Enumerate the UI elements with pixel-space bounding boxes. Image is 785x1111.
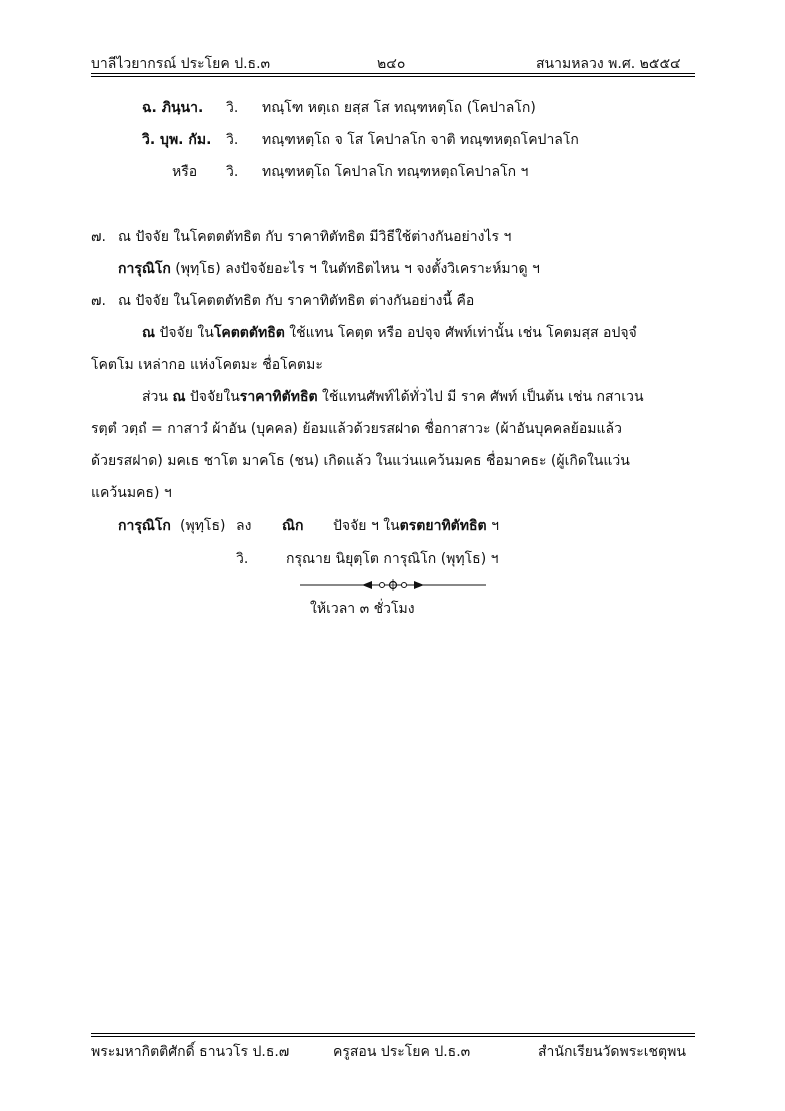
answer-paragraph1-line2: โคตโม เหล่ากอ แห่งโคตมะ ชื่อโคตมะ: [91, 357, 323, 373]
answer-p2-na: ณ: [172, 389, 186, 405]
answer-paragraph2-line1: [142, 386, 644, 408]
answer-paragraph1-line1: [142, 322, 637, 344]
answer-p2-c: ปัจจัยใน: [189, 389, 240, 405]
analysis-row3-vi: วิ.: [226, 164, 239, 180]
ornament-divider-icon: [300, 579, 486, 591]
answer-paragraph2-line2: รตฺตํ วตฺถํ = กาสาวํ ผ้าอัน (บุคคล) ย้อมแล้วด้วยรสฝาด ชื่อกาสาวะ (ผ้าอันบุคคลย้อมแล้ว: [91, 421, 622, 437]
answer-p1-d: ใช้แทน โคตฺต หรือ อปจฺจ ศัพท์เท่านั้น เช่น โคตมสฺส อปจฺจํ: [289, 325, 637, 341]
header-right: สนามหลวง พ.ศ. ๒๕๕๔: [536, 56, 681, 72]
question-sub-rest: (พุทฺโธ) ลงปัจจัยอะไร ฯ ในตัทธิตไหน ฯ จงตั้งวิเคราะห์มาดู ฯ: [175, 261, 540, 277]
footer-left: พระมหากิตติศักดิ์ ธานวโร ป.ธ.๗: [91, 1044, 290, 1060]
karunika-analysis: กรุณาย นิยุตฺโต การุณิโก (พุทฺโธ) ฯ: [286, 551, 499, 567]
analysis-row1-vi: วิ.: [226, 100, 239, 116]
analysis-row1-text: ทณฺโฑ หตฺเถ ยสฺส โส ทณฺฑหตฺโถ (โคปาลโก): [262, 100, 536, 116]
karunika-word: การุณิโก: [118, 518, 171, 534]
karunika-suffix: ณิก: [282, 518, 304, 534]
analysis-row3-label: หรือ: [172, 164, 198, 180]
analysis-row2-label: วิ. บุพ. กัม.: [142, 132, 212, 148]
question-sub: [118, 258, 540, 280]
answer-text: ณ ปัจจัย ในโคตตตัทธิต กับ ราคาทิตัทธิต ต่างกันอย่างนี้ คือ: [118, 293, 475, 309]
header-rule: [91, 73, 695, 77]
karunika-type: ตรตยาทิตัทธิต: [399, 518, 487, 534]
answer-p1-b: ปัจจัย ใน: [159, 325, 214, 341]
analysis-row1-label: ฉ. ภินฺนา.: [142, 100, 204, 116]
answer-p1-na: ณ: [142, 325, 155, 341]
analysis-row2-vi: วิ.: [226, 132, 239, 148]
karunika-rest: [333, 515, 499, 537]
answer-number: ๗.: [91, 293, 106, 309]
karunika-vi: วิ.: [236, 551, 249, 567]
question-number: ๗.: [91, 229, 106, 245]
footer-rule: [91, 1033, 695, 1037]
answer-paragraph2-line3: ด้วยรสฝาด) มคเธ ชาโต มาคโธ (ชน) เกิดแล้ว ในแว่นแคว้นมคธ ชื่อมาคธะ (ผู้เกิดในแว่น: [91, 453, 630, 469]
answer-paragraph2-line4: แคว้นมคธ) ฯ: [91, 485, 172, 501]
karunika-end: ฯ: [491, 518, 499, 534]
question-sub-bold: การุณิโก: [118, 261, 171, 277]
karunika-paren: (พุทฺโธ): [180, 518, 226, 534]
answer-p2-raga: ราคาทิตัทธิต: [239, 389, 318, 405]
footer-center: ครูสอน ประโยค ป.ธ.๓: [333, 1044, 471, 1060]
time-note: ให้เวลา ๓ ชั่วโมง: [310, 601, 415, 617]
karunika-long: ลง: [236, 518, 252, 534]
answer-p2-a: ส่วน: [142, 389, 168, 405]
analysis-row2-text: ทณฺฑหตฺโถ จ โส โคปาลโก จาติ ทณฺฑหตฺถโคปาลโก: [262, 132, 579, 148]
karunika-rest1: ปัจจัย ฯ ใน: [333, 518, 400, 534]
answer-p1-gotta: โคตตตัทธิต: [213, 325, 285, 341]
answer-p2-e: ใช้แทนศัพท์ได้ทั่วไป มี ราค ศัพท์ เป็นต้น เช่น กสาเวน: [322, 389, 644, 405]
analysis-row3-text: ทณฺฑหตฺโถ โคปาลโก ทณฺฑหตฺถโคปาลโก ฯ: [262, 164, 529, 180]
footer-right: สำนักเรียนวัดพระเชตุพน: [538, 1044, 686, 1060]
header-left: บาลีไวยากรณ์ ประโยค ป.ธ.๓: [91, 56, 271, 72]
question-text: ณ ปัจจัย ในโคตตตัทธิต กับ ราคาทิตัทธิต มีวิธีใช้ต่างกันอย่างไร ฯ: [118, 229, 512, 245]
page-number: ๒๔๐: [377, 56, 406, 72]
